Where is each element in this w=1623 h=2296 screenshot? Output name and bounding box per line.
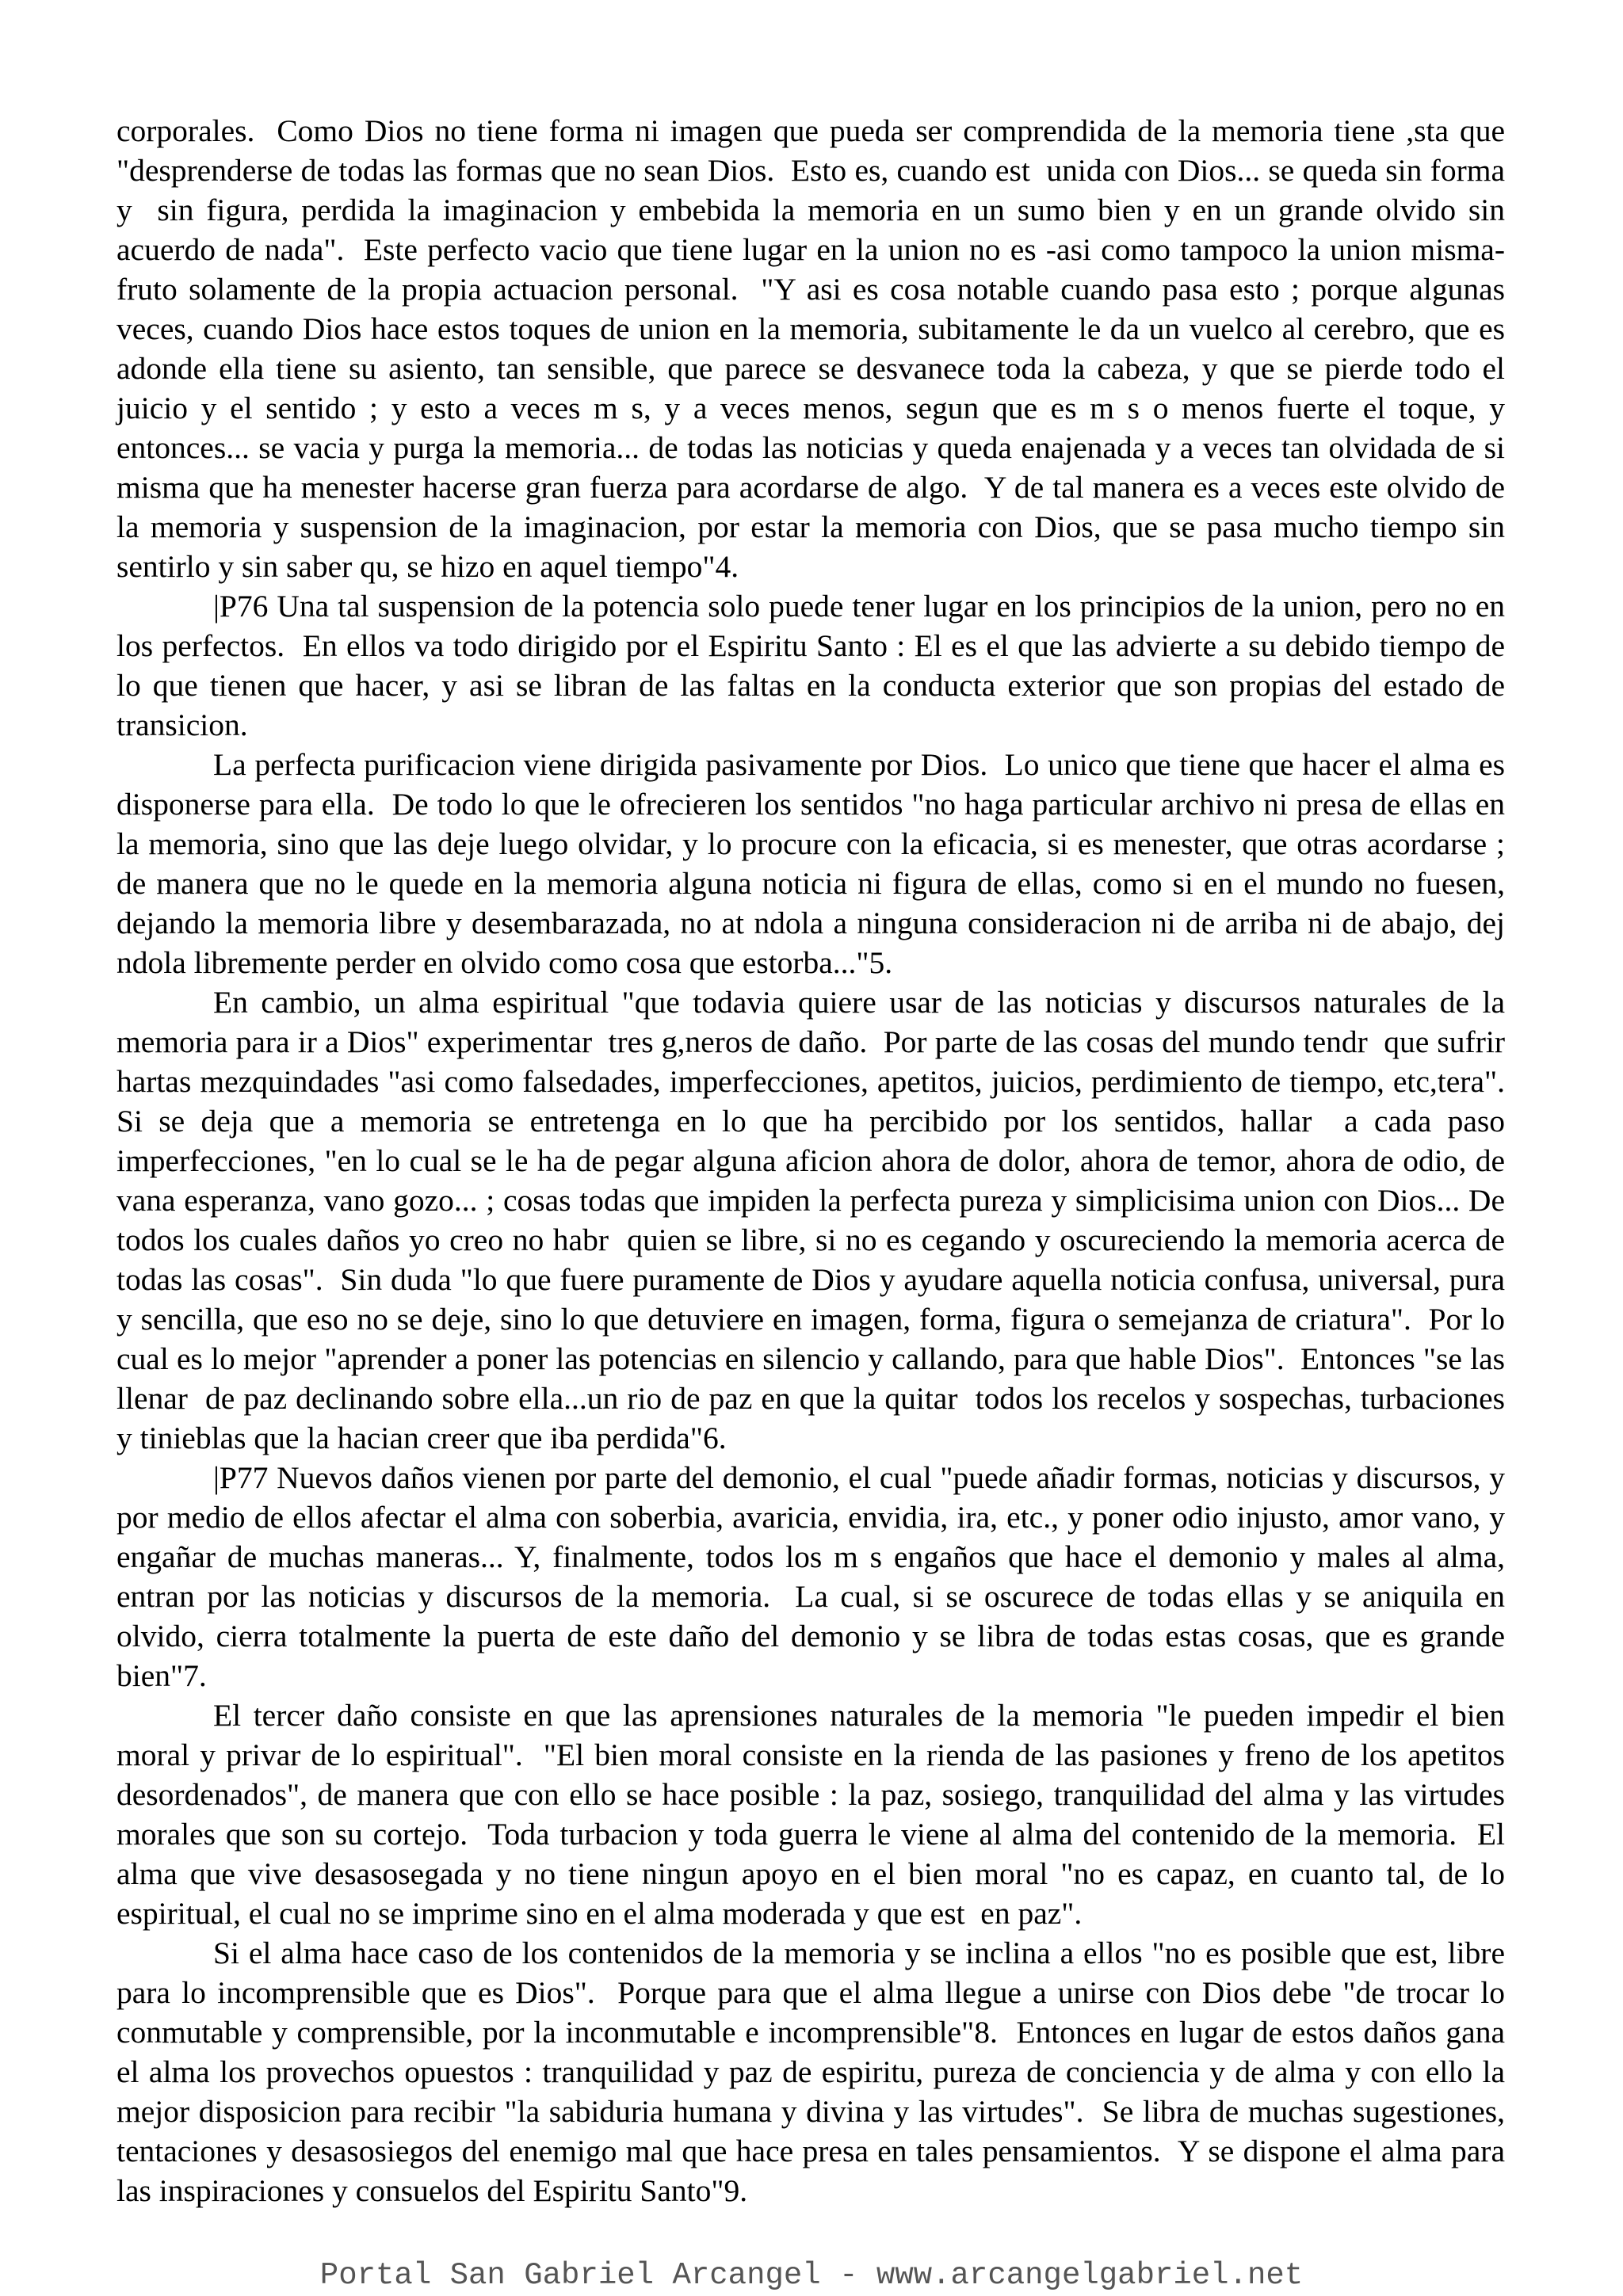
paragraph: En cambio, un alma espiritual "que todavia quiere usar de las noticias y discursos naturales de la memoria para ir a Dios" experimentar tres g,neros de daño. Por parte de las cosas del mundo tendr que sufrir hartas mezquindades "asi como falsedades, imperfecciones, apetitos, juicios, perdimiento de tiempo, etc,tera". Si se deja que a memoria se entretenga en lo que ha percibido por los sentidos, hallar a cada paso imperfecciones, "en lo cual se le ha de pegar alguna aficion ahora de dolor, ahora de temor, ahora de odio, de vana esperanza, vano gozo... ; cosas todas que impiden la perfecta pureza y simplicisima union con Dios... De todos los cuales daños yo creo no habr quien se libre, si no es cegando y oscureciendo la memoria acerca de todas las cosas". Sin duda "lo que fuere puramente de Dios y ayudare aquella noticia confusa, universal, pura y sencilla, que eso no se deje, sino lo que detuviere en imagen, forma, figura o semejanza de criatura". Por lo cual es lo mejor "aprender a poner las potencias en silencio y callando, para que hable Dios". Entonces "se las llenar de paz declinando sobre ella...un rio de paz en que la quitar todos los recelos y sospechas, turbaciones y tinieblas que la hacian creer que iba perdida"6. — [116, 985, 1521, 1455]
paragraph: La perfecta purificacion viene dirigida pasivamente por Dios. Lo unico que tiene que hacer el alma es disponerse para ella. De todo lo que le ofrecieren los sentidos "no haga particular archivo ni presa de ellas en la memoria, sino que las deje luego olvidar, y lo procure con la eficacia, si es menester, que otras acordarse ; de manera que no le quede en la memoria alguna noticia ni figura de ellas, como si en el mundo no fuesen, dejando la memoria libre y desembarazada, no at ndola a ninguna consideracion ni de arriba ni de abajo, dej ndola libremente perder en olvido como cosa que estorba..."5. — [116, 747, 1513, 980]
paragraph: |P77 Nuevos daños vienen por parte del demonio, el cual "puede añadir formas, noticias y discursos, y por medio de ellos afectar el alma con soberbia, avaricia, envidia, ira, etc., y poner odio injusto, amor vano, y engañar de muchas maneras... Y, finalmente, todos los m s engaños que hace el demonio y males al alma, entran por las noticias y discursos de la memoria. La cual, si se oscurece de todas ellas y se aniquila en olvido, cierra totalmente la puerta de este daño del demonio y se libra de todas estas cosas, que es grande bien"7. — [116, 1460, 1513, 1693]
paragraph: corporales. Como Dios no tiene forma ni imagen que pueda ser comprendida de la memoria tiene ,sta que "desprenderse de todas las formas que no sean Dios. Esto es, cuando est unida con Dios... se queda sin forma y sin figura, perdida la imaginacion y embebida la memoria en un sumo bien y en un grande olvido sin acuerdo de nada". Este perfecto vacio que tiene lugar en la union no es -asi como tampoco la union misma- fruto solamente de la propia actuacion personal. "Y asi es cosa notable cuando pasa esto ; porque algunas veces, cuando Dios hace estos toques de union en la memoria, subitamente le da un vuelco al cerebro, que es adonde ella tiene su asiento, tan sensible, que parece se desvanece toda la cabeza, y que se pierde todo el juicio y el sentido ; y esto a veces m s, y a veces menos, segun que es m s o menos fuerte el toque, y entonces... se vacia y purga la memoria... de todas las noticias y queda enajenada y a veces tan olvidada de si misma que ha menester hacerse gran fuerza para acordarse de algo. Y de tal manera es a veces este olvido de la memoria y suspension de la imaginacion, por estar la memoria con Dios, que se pasa mucho tiempo sin sentirlo y sin saber qu, se hizo en aquel tiempo"4. — [116, 113, 1513, 584]
paragraph: El tercer daño consiste en que las aprensiones naturales de la memoria "le pueden impedir el bien moral y privar de lo espiritual". "El bien moral consiste en la rienda de las pasiones y freno de los apetitos desordenados", de manera que con ello se hace posible : la paz, sosiego, tranquilidad del alma y las virtudes morales que son su cortejo. Toda turbacion y toda guerra le viene al alma del contenido de la memoria. El alma que vive desasosegada y no tiene ningun apoyo en el bien moral "no es capaz, en cuanto tal, de lo espiritual, el cual no se imprime sino en el alma moderada y que est en paz". — [116, 1698, 1513, 1931]
page-footer: Portal San Gabriel Arcangel - www.arcangelgabriel.net — [319, 2258, 1304, 2293]
paragraph: Si el alma hace caso de los contenidos de la memoria y se inclina a ellos "no es posible que est, libre para lo incomprensible que es Dios". Porque para que el alma llegue a unirse con Dios debe "de trocar lo conmutable y comprensible, por la inconmutable e incomprensible"8. Entonces en lugar de estos daños gana el alma los provechos opuestos : tranquilidad y paz de espiritu, pureza de conciencia y de alma y con ello la mejor disposicion para recibir "la sabiduria humana y divina y las virtudes". Se libra de muchas sugestiones, tentaciones y desasosiegos del enemigo mal que hace presa en tales pensamientos. Y se dispone el alma para las inspiraciones y consuelos del Espiritu Santo"9. — [116, 1936, 1513, 2208]
document-body — [116, 111, 1521, 2210]
paragraph: |P76 Una tal suspension de la potencia solo puede tener lugar en los principios de la union, pero no en los perfectos. En ellos va todo dirigido por el Espiritu Santo : El es el que las advierte a su debido tiempo de lo que tienen que hacer, y asi se libran de las faltas en la conducta exterior que son propias del estado de transicion. — [116, 589, 1513, 742]
